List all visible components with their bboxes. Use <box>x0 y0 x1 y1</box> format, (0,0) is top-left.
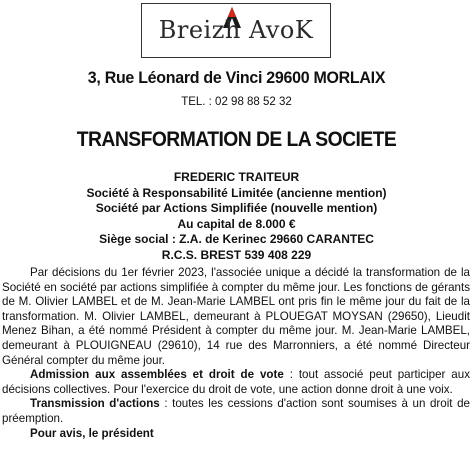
notice-body <box>2 266 470 441</box>
admission-paragraph <box>2 368 470 397</box>
transmission-label: Transmission d'actions <box>30 397 160 411</box>
company-new-form: Société par Actions Simplifiée (nouvelle mention) <box>95 201 378 215</box>
transmission-paragraph <box>2 397 470 426</box>
company-old-form: Société à Responsabilité Limitée (ancienne mention) <box>86 185 387 200</box>
admission-text: : tout associé peut participer aux décisions collectives. Pour l'exercice du droit de vote, une action donne droit à une voix. <box>2 368 470 396</box>
decision-paragraph: Par décisions du 1er février 2023, l'associée unique a décidé la transformation de la Société en société par actions simplifiée à compter du même jour. Les fonctions de gérants de M. Olivier LAMBEL et de M. Jean-Marie LAMBEL ont pris fin le même jour du fait de la transformation. M. Olivier LAMBEL, demeurant à PLOUEGAT MOYSAN (29650), Lieudit Menez Bihan, a été nommé Président à compter du même jour. M. Jean-Marie LAMBEL, demeurant à PLOUIGNEAU (29610), 14 rue des Marronniers, a été nommé Directeur Général compter du même jour. <box>2 266 470 367</box>
signature-line: Pour avis, le président <box>30 426 154 440</box>
admission-label: Admission aux assemblées et droit de vote <box>30 368 284 382</box>
company-capital: Au capital de 8.000 € <box>177 216 296 231</box>
logo-text: Breizh AvoK <box>158 16 314 44</box>
notice-title: TRANSFORMATION DE LA SOCIETE <box>76 128 397 151</box>
company-name: FREDERIC TRAITEUR <box>173 170 300 184</box>
address-line: 3, Rue Léonard de Vinci 29600 MORLAIX <box>87 68 386 87</box>
company-rcs: R.C.S. BREST 539 408 229 <box>161 247 312 262</box>
company-registered-office: Siège social : Z.A. de Kerinec 29660 CARANTEC <box>99 232 374 246</box>
telephone-line: TEL. : 02 98 88 52 32 <box>181 96 292 108</box>
company-identification <box>0 170 473 263</box>
transmission-text: : toutes les cessions d'action sont soumises à un droit de préemption. <box>2 397 470 425</box>
breizh-avok-logo <box>141 3 331 58</box>
